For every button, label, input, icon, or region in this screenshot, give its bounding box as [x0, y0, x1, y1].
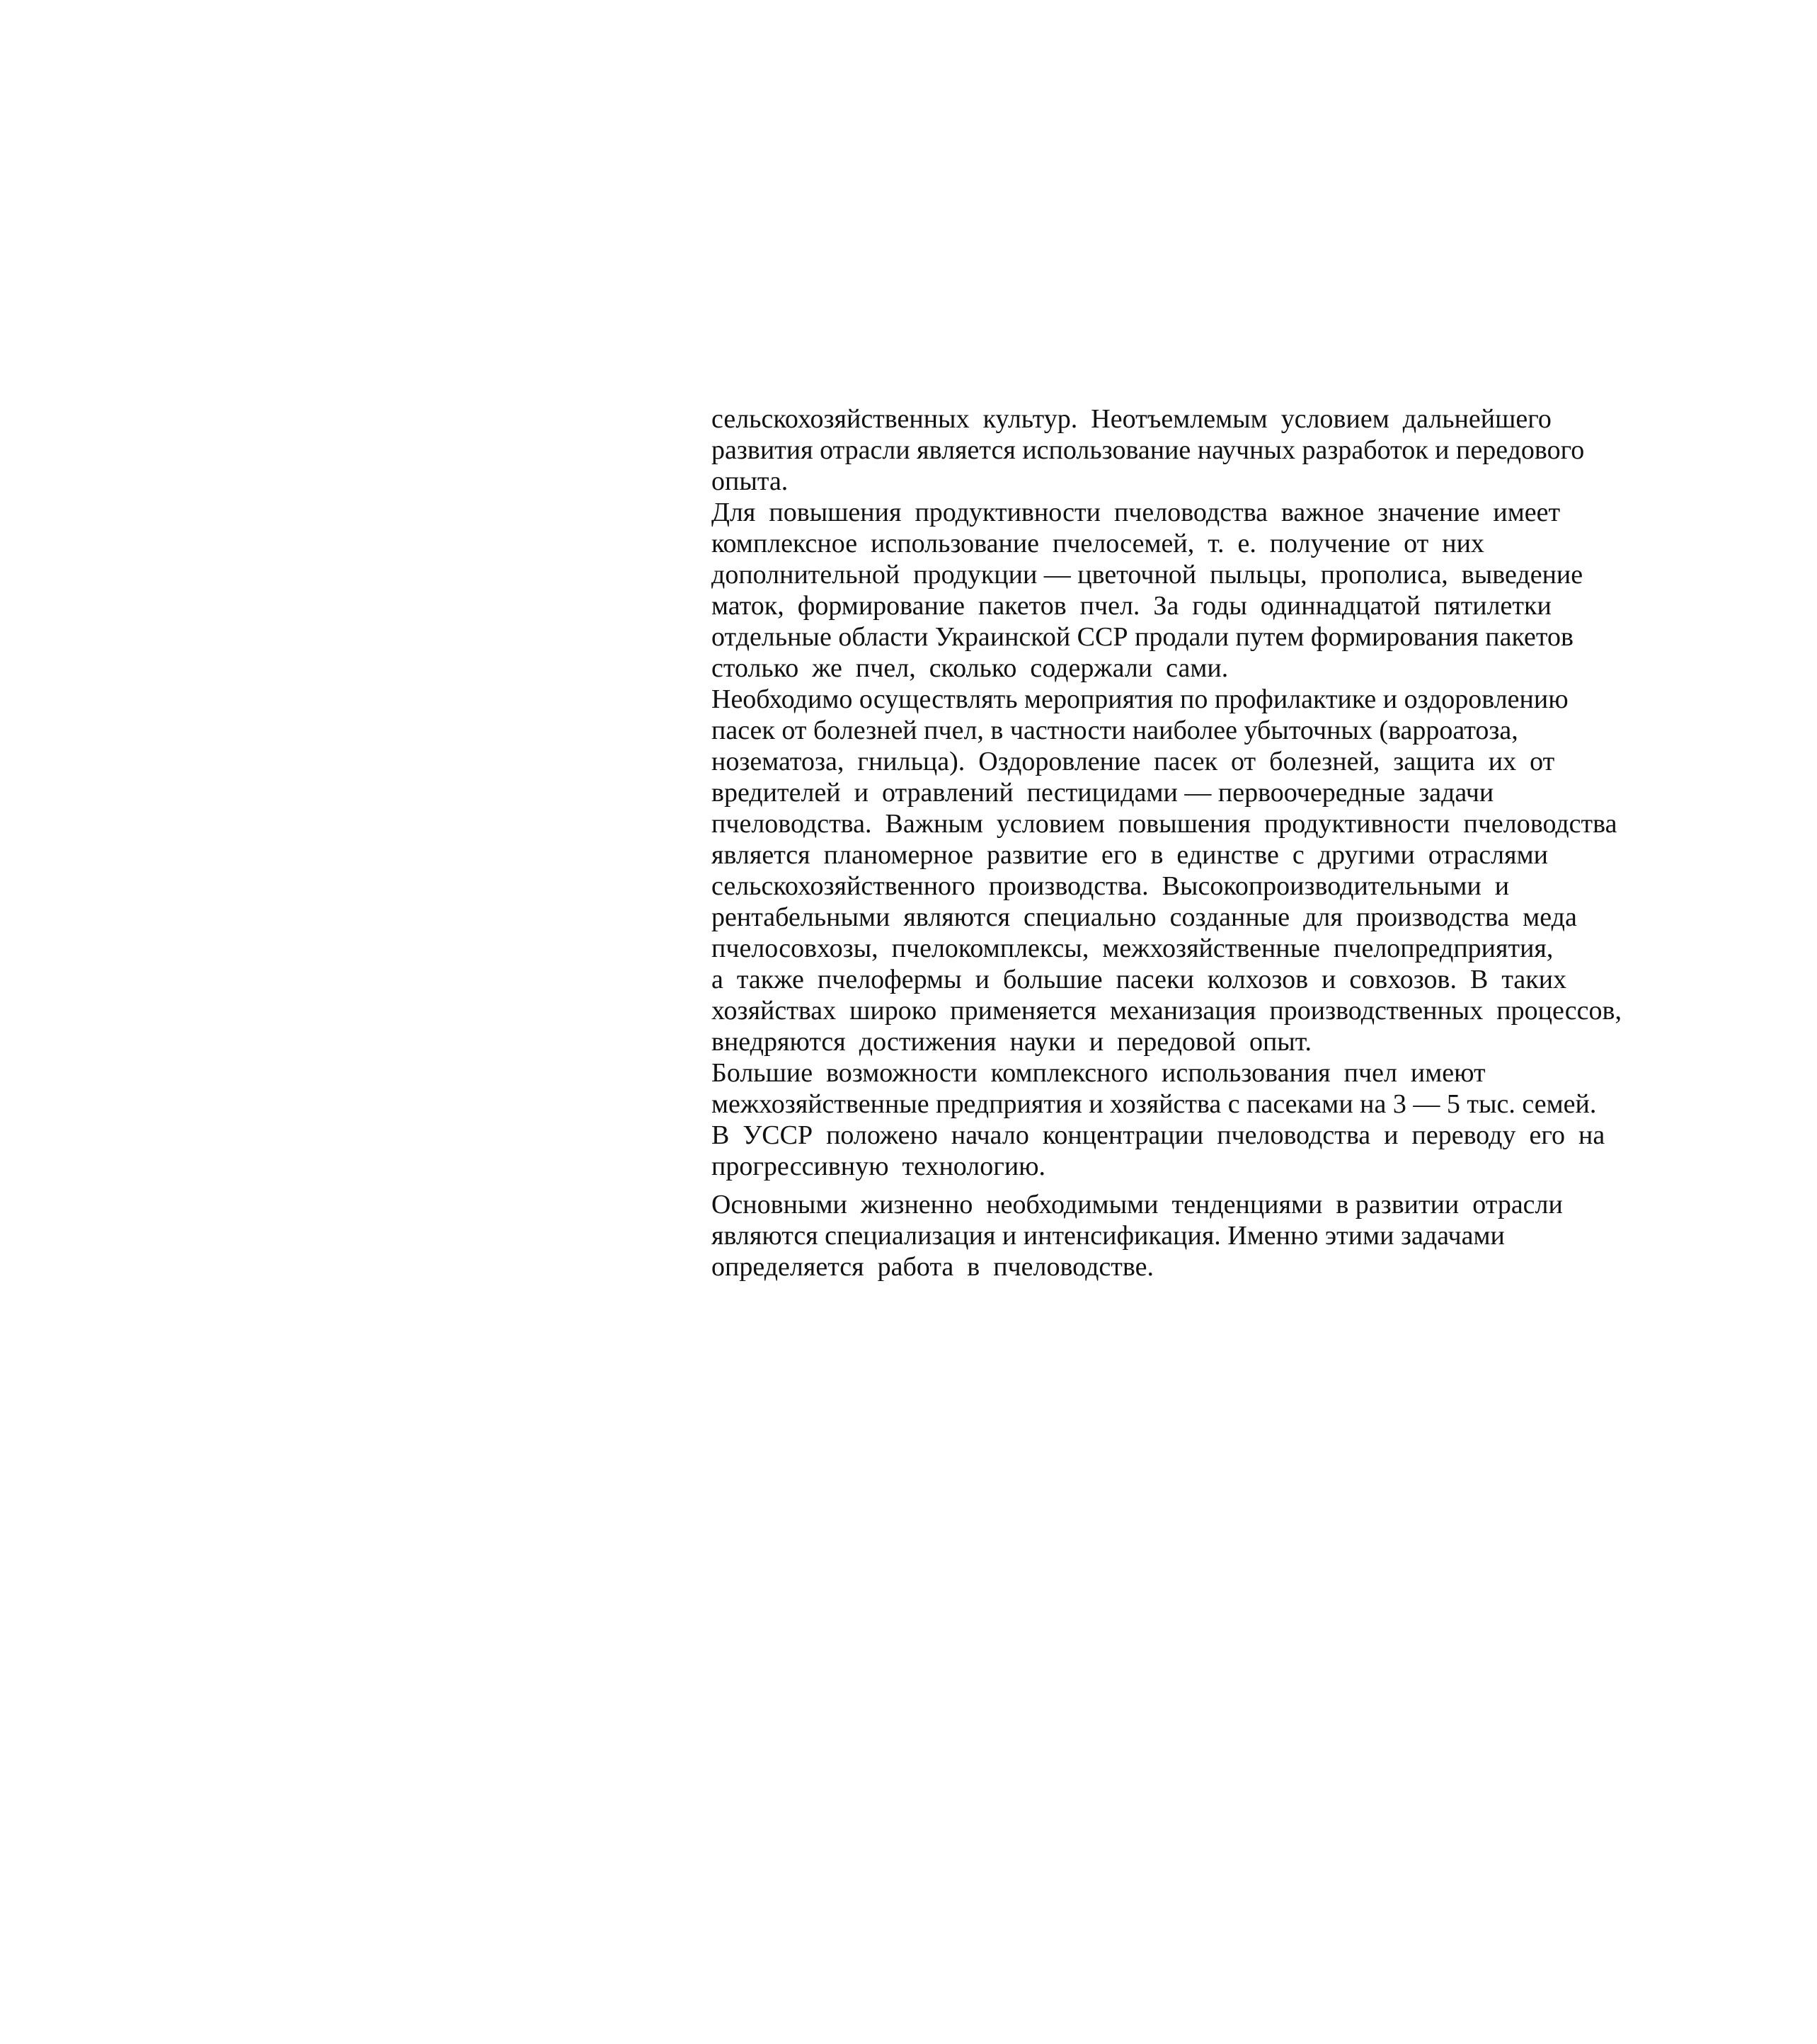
text-line: пасек от болезней пчел, в частности наиболее убыточных (варроатоза,: [711, 716, 1518, 745]
text-line: пчелосовхозы, пчелокомплексы, межхозяйственные пчелопредприятия,: [711, 934, 1554, 963]
text-line: Основными жизненно необходимыми тенденциями в развитии отрасли: [711, 1190, 1563, 1219]
text-line: определяется работа в пчеловодстве.: [711, 1252, 1154, 1282]
text-line: а также пчелофермы и большие пасеки колхозов и совхозов. В таких: [711, 965, 1567, 994]
text-line: прогрессивную технологию.: [711, 1152, 1046, 1181]
body-text: [711, 403, 1777, 1282]
text-line: является планомерное развитие его в единстве с другими отраслями: [711, 840, 1548, 870]
text-line: межхозяйственные предприятия и хозяйства с пасеками на 3 — 5 тыс. семей.: [711, 1089, 1597, 1119]
text-line: маток, формирование пакетов пчел. За годы одиннадцатой пятилетки: [711, 591, 1552, 621]
text-line: опыта.: [711, 466, 789, 496]
text-line: вредителей и отравлений пестицидами — первоочередные задачи: [711, 778, 1494, 808]
text-line: сельскохозяйственных культур. Неотъемлемым условием дальнейшего: [711, 404, 1552, 434]
text-line: Для повышения продуктивности пчеловодства важное значение имеет: [711, 498, 1561, 527]
text-line: являются специализация и интенсификация. Именно этими задачами: [711, 1221, 1505, 1251]
text-line: столько же пчел, сколько содержали сами.: [711, 653, 1229, 683]
text-line: отдельные области Украинской ССР продали путем формирования пакетов: [711, 622, 1574, 652]
text-line: дополнительной продукции — цветочной пыльцы, прополиса, выведение: [711, 560, 1583, 590]
text-line: нозематоза, гнильца). Оздоровление пасек от болезней, защита их от: [711, 747, 1555, 776]
text-line: Большие возможности комплексного использования пчел имеют: [711, 1058, 1486, 1088]
text-line: развития отрасли является использование научных разработок и передового: [711, 435, 1585, 465]
text-line: сельскохозяйственного производства. Высокопроизводительными и: [711, 871, 1510, 901]
text-line: пчеловодства. Важным условием повышения продуктивности пчеловодства: [711, 809, 1617, 839]
text-line: рентабельными являются специально созданные для производства меда: [711, 902, 1577, 932]
text-line: внедряются достижения науки и передовой опыт.: [711, 1027, 1312, 1057]
text-line: комплексное использование пчелосемей, т. е. получение от них: [711, 529, 1484, 558]
text-line: В УССР положено начало концентрации пчеловодства и переводу его на: [711, 1120, 1605, 1150]
text-line: хозяйствах широко применяется механизация производственных процессов,: [711, 996, 1622, 1026]
text-line: Необходимо осуществлять мероприятия по профилактике и оздоровлению: [711, 684, 1569, 714]
